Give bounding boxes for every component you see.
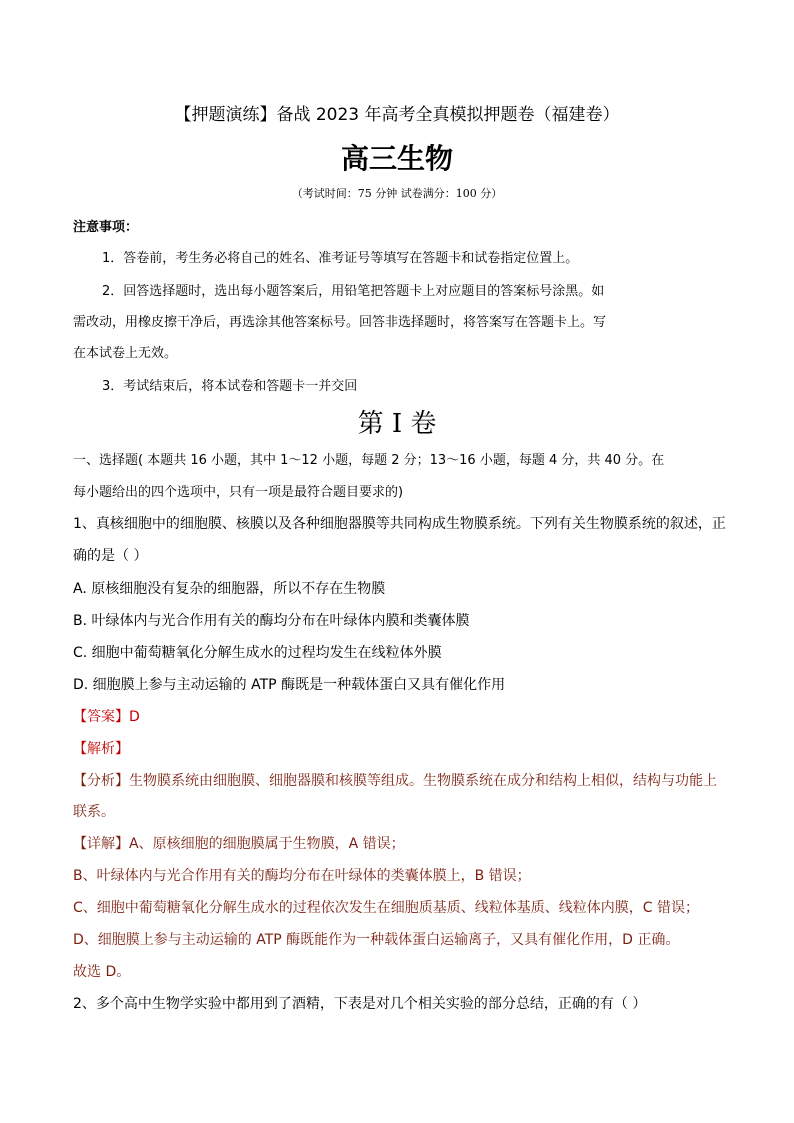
question-1-stem-line-2: 确的是（ ）: [73, 548, 148, 564]
notice-item-1: 1．答卷前，考生务必将自己的姓名、准考证号等填写在答题卡和试卷指定位置上。: [102, 251, 579, 266]
notice-item-2-line-2: 需改动，用橡皮擦干净后，再选涂其他答案标号。回答非选择题时，将答案写在答题卡上。写: [73, 315, 607, 330]
question-2-stem: 2、多个高中生物学实验中都用到了酒精，下表是对几个相关实验的部分总结，正确的有（ ）: [73, 996, 647, 1012]
analysis-label: 【解析】: [73, 741, 129, 757]
question-1-option-d: D. 细胞膜上参与主动运输的 ATP 酶既是一种载体蛋白又具有催化作用: [73, 677, 506, 693]
exam-meta: （考试时间：75 分钟 试卷满分：100 分）: [291, 187, 503, 200]
section-intro-line-2: 每小题给出的四个选项中，只有一项是最符合题目要求的): [73, 485, 404, 500]
section-intro-line-1: 一、选择题( 本题共 16 小题，其中 1～12 小题，每题 2 分；13～16 小题，每题 4 分，共 40 分。在: [73, 453, 665, 468]
detail-option-a: 【详解】A、原核细胞的细胞膜属于生物膜，A 错误；: [73, 836, 405, 852]
conclusion: 故选 D。: [73, 964, 131, 980]
notice-heading: 注意事项：: [73, 220, 139, 235]
subject-title: 高三生物: [340, 142, 453, 175]
question-1-option-b: B. 叶绿体内与光合作用有关的酶均分布在叶绿体内膜和类囊体膜: [73, 613, 470, 629]
question-1-option-c: C. 细胞中葡萄糖氧化分解生成水的过程均发生在线粒体外膜: [73, 645, 442, 661]
detail-option-b: B、叶绿体内与光合作用有关的酶均分布在叶绿体的类囊体膜上，B 错误；: [73, 868, 531, 884]
notice-item-2-line-3: 在本试卷上无效。: [73, 346, 178, 361]
question-1-option-a: A. 原核细胞没有复杂的细胞器，所以不存在生物膜: [73, 581, 386, 597]
detail-option-d: D、细胞膜上参与主动运输的 ATP 酶既能作为一种载体蛋白运输离子，又具有催化作用，D 正确。: [73, 932, 680, 948]
answer-label: 【答案】D: [73, 709, 140, 725]
exam-title: 【押题演练】备战 2023 年高考全真模拟押题卷（福建卷）: [174, 105, 620, 125]
analysis-text-line-1: 【分析】生物膜系统由细胞膜、细胞器膜和核膜等组成。生物膜系统在成分和结构上相似，结构与功能上: [73, 773, 717, 789]
detail-option-c: C、细胞中葡萄糖氧化分解生成水的过程依次发生在细胞质基质、线粒体基质、线粒体内膜，C 错误；: [73, 900, 699, 916]
notice-item-3: 3．考试结束后，将本试卷和答题卡一并交回: [102, 379, 358, 394]
analysis-text-line-2: 联系。: [73, 804, 115, 820]
notice-item-2-line-1: 2．回答选择题时，选出每小题答案后，用铅笔把答题卡上对应题目的答案标号涂黑。如: [102, 284, 605, 299]
question-1-stem-line-1: 1、真核细胞中的细胞膜、核膜以及各种细胞器膜等共同构成生物膜系统。下列有关生物膜系统的叙述，正: [73, 516, 726, 532]
volume-heading: 第 I 卷: [357, 409, 437, 439]
